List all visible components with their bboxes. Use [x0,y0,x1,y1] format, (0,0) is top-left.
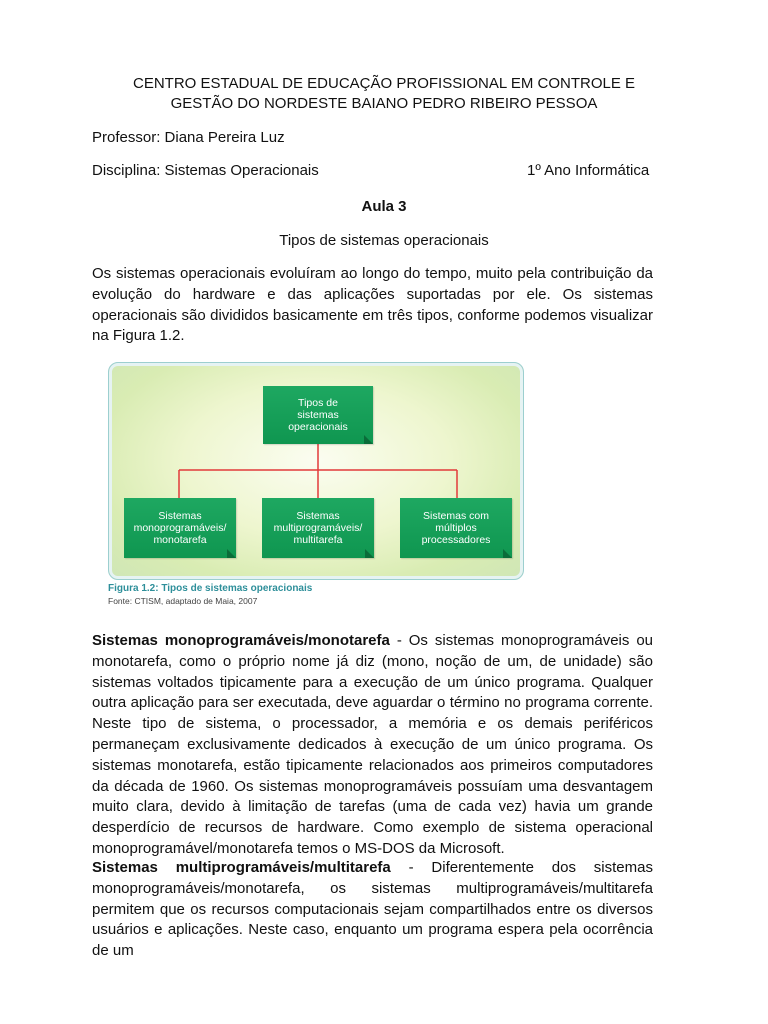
discipline-line: Disciplina: Sistemas Operacionais [92,162,319,179]
figure-child-label: Sistemas monoprogramáveis/ monotarefa [133,510,227,546]
lesson-title: Aula 3 [361,198,407,215]
figure-root-label: Tipos de sistemas operacionais [288,397,348,433]
document-header [92,74,676,114]
figure-child-box-monotarefa [124,498,236,558]
section-monotarefa-title: Sistemas monoprogramáveis/monotarefa [92,632,390,649]
box-fold-decoration [227,549,236,558]
section-monotarefa-text: - Os sistemas monoprogramáveis ou monotarefa, como o próprio nome já diz (mono, noção de um, de unidade) são sistemas voltados tipicamente para a execução de um único programa. Qualquer outra aplicação para ser executada, deve aguardar o término no programa corrente. Neste tipo de sistema, o processador, a memória e os demais periféricos permaneçam exclusivamente dedicados à execução de um único programa. Os sistemas monotarefa, estão tipicamente relacionados aos primeiros computadores da década de 1960. Os sistemas monoprogramáveis possuíam uma desvantagem muito clara, devido à limitação de tarefas (uma de cada vez) havia um grande desperdício de recursos de hardware. Como exemplo de sistema operacional monoprogramável/monotarefa temos o MS-DOS da Microsoft. [92,632,653,857]
figure-caption-title: Figura 1.2: Tipos de sistemas operacionais [108,583,313,594]
figure-child-box-multiprocessor [400,498,512,558]
section-multitarefa-title: Sistemas multiprogramáveis/multitarefa [92,859,391,876]
figure-child-label: Sistemas multiprogramáveis/ multitarefa [273,510,363,546]
figure-child-label: Sistemas com múltiplos processadores [421,510,491,546]
box-fold-decoration [503,549,512,558]
lesson-subtitle: Tipos de sistemas operacionais [279,232,489,249]
section-multitarefa-text: - Diferentemente dos sistemas monoprogramáveis/monotarefa, os sistemas multiprogramáveis/multitarefa permitem que os recursos computacionais sejam compartilhados entre os diversos usuários e aplicações. Neste caso, enquanto um programa espera pela ocorrência de um [92,859,653,960]
professor-line: Professor: Diana Pereira Luz [92,129,285,146]
os-types-figure [108,362,524,580]
section-monotarefa [92,631,653,860]
figure-caption [108,583,312,607]
header-line-2: GESTÃO DO NORDESTE BAIANO PEDRO RIBEIRO PESSOA [170,95,598,112]
figure-caption-source: Fonte: CTISM, adaptado de Maia, 2007 [108,596,258,606]
section-multitarefa [92,858,653,962]
figure-child-box-multitarefa [262,498,374,558]
figure-root-box [263,386,373,444]
box-fold-decoration [365,549,374,558]
header-line-1: CENTRO ESTADUAL DE EDUCAÇÃO PROFISSIONAL EM CONTROLE E [132,75,636,92]
box-fold-decoration [364,435,373,444]
school-year: 1º Ano Informática [527,162,650,179]
intro-paragraph: Os sistemas operacionais evoluíram ao longo do tempo, muito pela contribuição da evolução do hardware e das aplicações suportadas por ele. Os sistemas operacionais são divididos basicamente em três tipos, conforme podemos visualizar na Figura 1.2. [92,265,653,345]
